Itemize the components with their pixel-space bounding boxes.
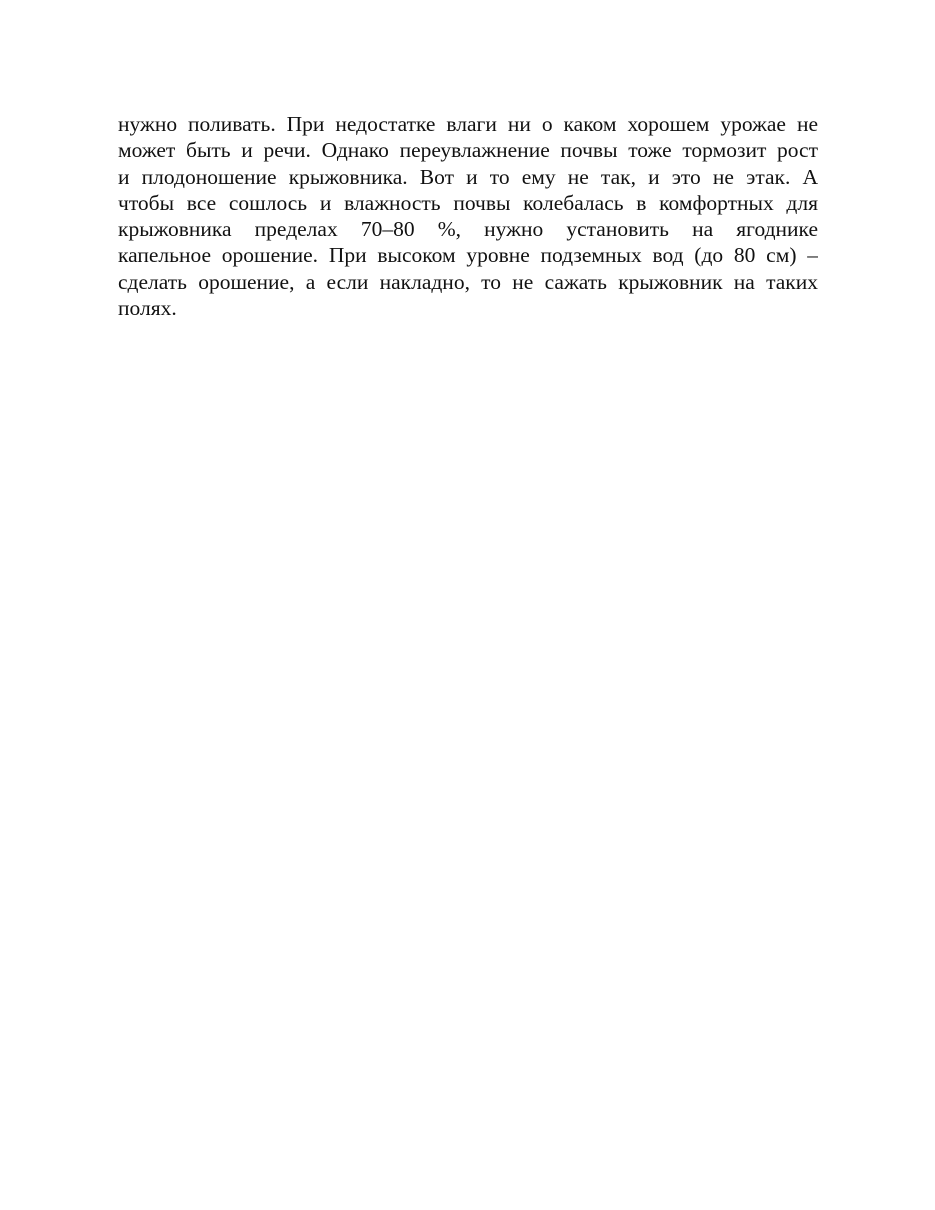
paragraph-line: может быть и речи. Однако переувлажнение почвы тоже тормозит рост xyxy=(118,138,818,163)
paragraph-line: и плодоношение крыжовника. Вот и то ему не так, и это не этак. А xyxy=(118,164,818,189)
body-paragraph xyxy=(118,111,818,321)
paragraph-line: сделать орошение, а если накладно, то не сажать крыжовник на таких xyxy=(118,269,818,294)
paragraph-line: полях. xyxy=(118,296,177,321)
paragraph-line: нужно поливать. При недостатке влаги ни о каком хорошем урожае не xyxy=(118,112,818,136)
paragraph-line: крыжовника пределах 70–80 %, нужно установить на ягоднике xyxy=(118,217,818,242)
paragraph-line: капельное орошение. При высоком уровне подземных вод (до 80 см) – xyxy=(118,243,818,268)
paragraph-line: чтобы все сошлось и влажность почвы колебалась в комфортных для xyxy=(118,190,818,215)
